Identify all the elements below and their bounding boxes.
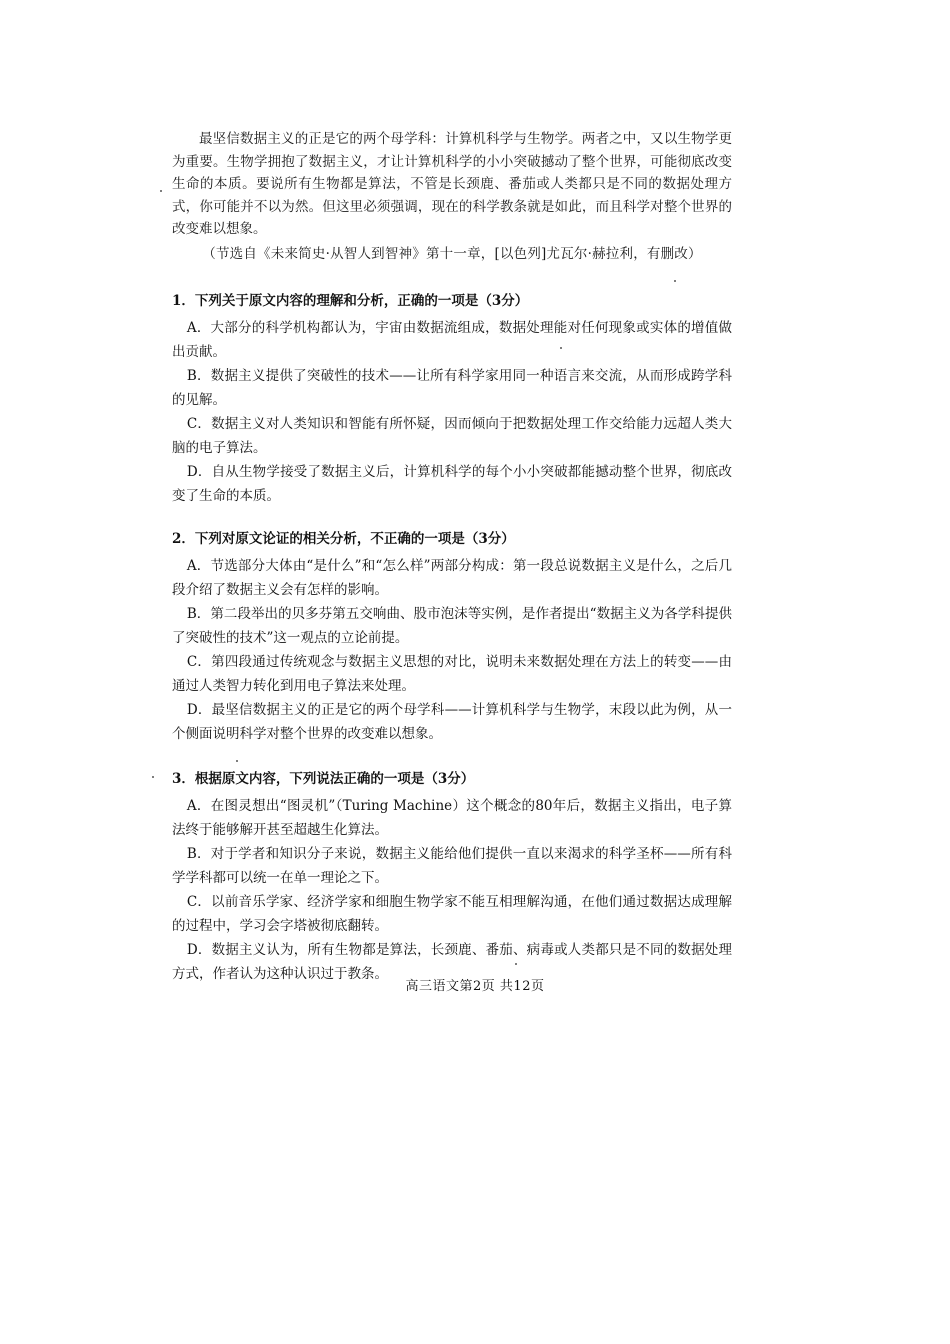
passage-source: （节选自《未来简史·从智人到智神》第十一章，[以色列]尤瓦尔·赫拉利，有删改）	[202, 245, 702, 262]
option-c: C．以前音乐学家、经济学家和细胞生物学家不能互相理解沟通，在他们通过数据达成理解的过程中，学习会字塔被彻底翻转。	[172, 894, 732, 934]
scan-speck	[674, 280, 676, 282]
option-a: A．在图灵想出“图灵机”（Turing Machine）这个概念的80年后，数据主义指出，电子算法终于能够解开甚至超越生化算法。	[172, 798, 732, 838]
page-footer: 高三语文第2页 共12页	[405, 979, 545, 994]
question-title: 1．下列关于原文内容的理解和分析，正确的一项是（3分）	[172, 293, 529, 309]
scan-speck	[160, 190, 162, 192]
scan-speck	[236, 760, 238, 762]
question-title: 2．下列对原文论证的相关分析，不正确的一项是（3分）	[172, 531, 515, 547]
option-b: B．对于学者和知识分子来说，数据主义能给他们提供一直以来渴求的科学圣杯——所有科学学科都可以统一在单一理论之下。	[172, 846, 732, 886]
option-c: C．第四段通过传统观念与数据主义思想的对比，说明未来数据处理在方法上的转变——由通过人类智力转化到用电子算法来处理。	[172, 654, 732, 694]
scan-speck	[515, 963, 517, 965]
option-a: A．大部分的科学机构都认为，宇宙由数据流组成，数据处理能对任何现象或实体的增值做出贡献。	[172, 320, 732, 360]
question-title: 3．根据原文内容，下列说法正确的一项是（3分）	[172, 771, 475, 787]
passage-paragraph: 最坚信数据主义的正是它的两个母学科：计算机科学与生物学。两者之中，又以生物学更为重要。生物学拥抱了数据主义，才让计算机科学的小小突破撼动了整个世界，可能彻底改变生命的本质。要说所有生物都是算法，不管是长颈鹿、番茄或人类都只是不同的数据处理方式，你可能并不以为然。但这里必须强调，现在的科学教条就是如此，而且科学对整个世界的改变难以想象。	[172, 131, 732, 237]
option-b: B．数据主义提供了突破性的技术——让所有科学家用同一种语言来交流，从而形成跨学科的见解。	[172, 368, 732, 408]
option-c: C．数据主义对人类知识和智能有所怀疑，因而倾向于把数据处理工作交给能力远超人类大脑的电子算法。	[172, 416, 732, 456]
question-1	[172, 289, 732, 508]
option-b: B．第二段举出的贝多芬第五交响曲、股市泡沫等实例，是作者提出“数据主义为各学科提供了突破性的技术”这一观点的立论前提。	[172, 606, 732, 646]
option-d: D．最坚信数据主义的正是它的两个母学科——计算机科学与生物学，末段以此为例，从一个侧面说明科学对整个世界的改变难以想象。	[172, 702, 732, 742]
option-a: A．节选部分大体由“是什么”和“怎么样”两部分构成：第一段总说数据主义是什么，之后几段介绍了数据主义会有怎样的影响。	[172, 558, 732, 598]
scan-speck	[152, 776, 154, 778]
scan-speck	[560, 347, 562, 349]
option-d: D．自从生物学接受了数据主义后，计算机科学的每个小小突破都能撼动整个世界，彻底改变了生命的本质。	[172, 464, 732, 504]
reading-passage	[172, 128, 732, 265]
question-3	[172, 767, 732, 986]
question-2	[172, 527, 732, 746]
option-d: D．数据主义认为，所有生物都是算法，长颈鹿、番茄、病毒或人类都只是不同的数据处理方式，作者认为这种认识过于教条。	[172, 942, 732, 982]
